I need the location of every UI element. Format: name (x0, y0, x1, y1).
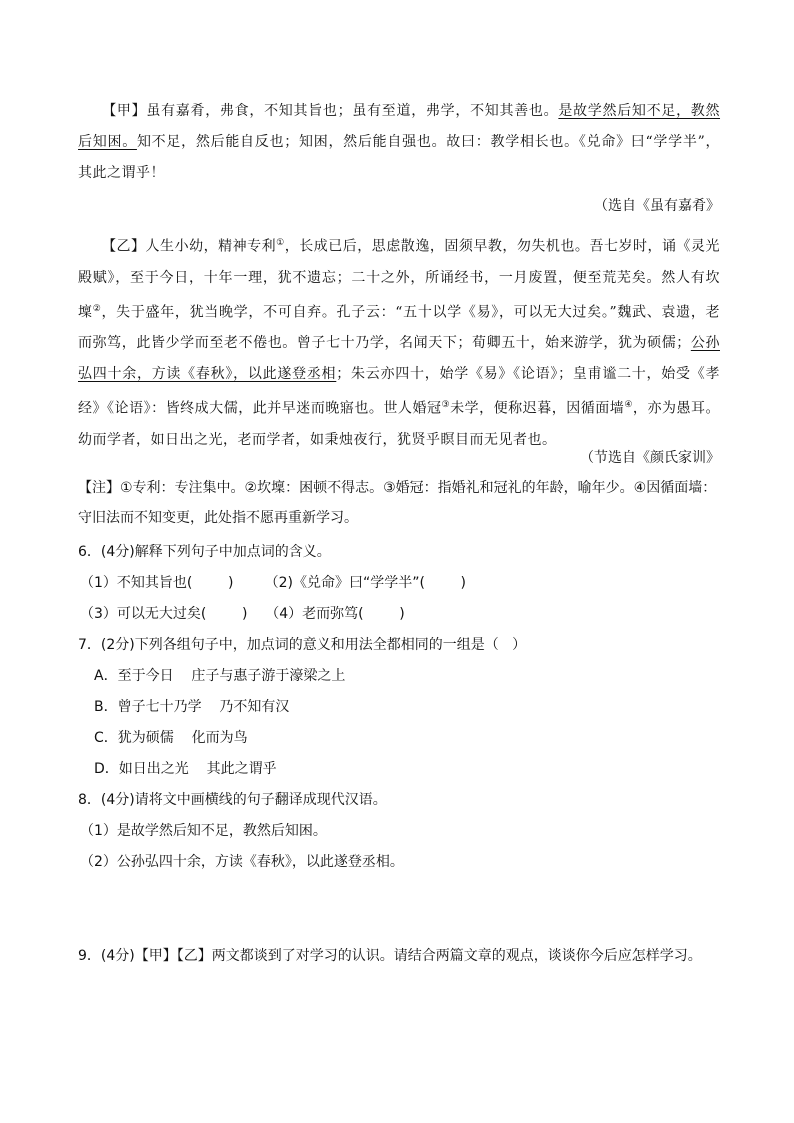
passage-yi-label: 【乙】 (102, 238, 146, 255)
passage-jia-label: 【甲】 (102, 103, 147, 119)
question-7-stem: 7．(2分)下列各组句子中，加点词的意义和用法全都相同的一组是（ ） (78, 637, 527, 653)
passage-jia (78, 96, 720, 189)
question-7-option-a: A．至于今日 庄子与惠子游于濠梁之上 (94, 668, 346, 684)
footnote-mark: ④ (624, 400, 633, 411)
question-7-option-d: D．如日出之光 其此之谓乎 (94, 761, 277, 777)
question-7-option-c: C．犹为硕儒 化而为鸟 (94, 730, 248, 746)
question-6-stem: 6．(4分)解释下列句子中加点词的含义。 (78, 544, 331, 560)
question-6-row-2: （3）可以无大过矣( ) （4）老而弥笃( ) (80, 606, 405, 622)
passage-yi (78, 228, 720, 456)
passage-yi-source: （节选自《颜氏家训》 (580, 450, 720, 466)
question-8-item-2: （2）公孙弘四十余，方读《春秋》，以此遂登丞相。 (80, 854, 404, 870)
passage-jia-text-cont: 知不足，然后能自反也；知困，然后能自强也。故曰：教学相长也。《兑命》曰“学学半”，其此之谓乎！ (78, 134, 721, 181)
passage-yi-text: 人生小幼，精神专利 (145, 238, 277, 255)
passage-jia-source: （选自《虽有嘉肴》 (594, 198, 720, 214)
question-7-option-b: B．曾子七十乃学 乃不知有汉 (94, 699, 290, 715)
passage-yi-text: ，长成已后，思虑散逸，固须早教，勿失机也。吾七岁时，诵《灵光殿赋》，至于今日，十年一理，犹不遗忘；二十之外，所诵经书，一月废置，便至荒芜矣。然人有坎壈 (78, 238, 721, 321)
question-8-item-1: （1）是故学然后知不足，教然后知困。 (80, 823, 327, 839)
footnote-mark: ② (92, 303, 102, 314)
question-8-stem: 8．(4分)请将文中画横线的句子翻译成现代汉语。 (78, 792, 387, 808)
passage-yi-text: ，失于盛年，犹当晚学，不可自弃。孔子云：“五十以学《易》，可以无大过矣。”魏武、袁遗，老而弥笃，此皆少学而至老不倦也。曾子七十乃学，名闻天下；荀卿五十，始来游学，犹为硕儒； (78, 304, 721, 352)
passage-jia-text: 虽有嘉肴，弗食，不知其旨也；虽有至道，弗学，不知其善也。 (146, 103, 559, 119)
question-6-row-1: （1）不知其旨也( ) （2)《兑命》曰“学学半”( ) (80, 575, 466, 591)
footnote-mark: ③ (441, 400, 451, 411)
footnotes: 【注】①专利：专注集中。②坎壈：困顿不得志。③婚冠：指婚礼和冠礼的年龄，喻年少。④因循面墙：守旧法而不知变更，此处指不愿再重新学习。 (78, 480, 717, 526)
footnote-mark: ① (276, 238, 285, 248)
passage-yi-text: 未学，便称迟暮，因循面墙 (450, 400, 625, 417)
passage-yi-text: ，亦为愚耳。幼而学者，如日出之光，老而学者，如秉烛夜行，犹贤乎瞑目而无见者也。 (78, 400, 721, 448)
passage-yi-underlined: 公孙弘四十余，方读《春秋》，以此遂登丞相 (78, 335, 720, 383)
passage-jia-underlined: 是故学然后知不足，教然后知困。 (78, 103, 721, 150)
question-9-stem: 9．(4分)【甲】【乙】两文都谈到了对学习的认识。请结合两篇文章的观点，谈谈你今后应怎样学习。 (78, 948, 702, 964)
passage-yi-text: ；朱云亦四十，始学《易》《论语》；皇甫谧二十，始受《孝经》《论语》：皆终成大儒，此并早迷而晚寤也。世人婚冠 (78, 366, 720, 417)
